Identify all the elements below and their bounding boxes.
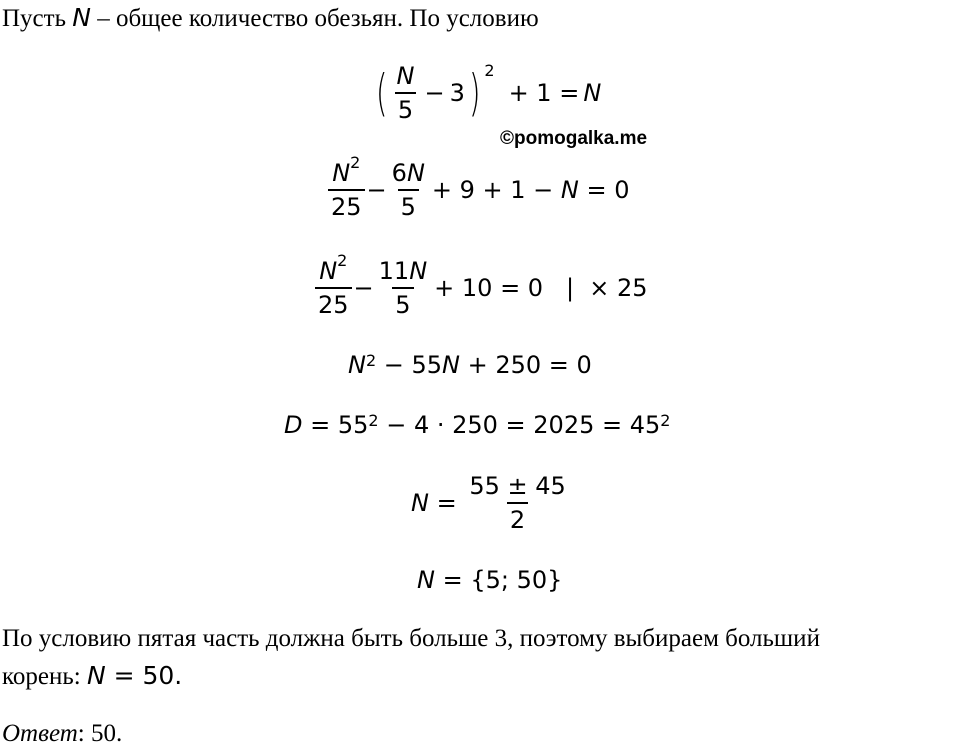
conclusion-line-2 [2, 658, 182, 694]
fraction-6n-over-5 [389, 157, 428, 223]
fraction-11n-over-5 [376, 255, 431, 321]
conclusion-var: N [86, 661, 106, 690]
intro-after: – общее количество обезьян. По условию [90, 5, 539, 32]
frac-numerator: N [396, 62, 415, 90]
eq4-rest: + 250 = 0 [460, 351, 592, 379]
minus-sign: − [353, 274, 374, 302]
f1-num: N [319, 257, 338, 285]
eq6-eq: = [428, 489, 465, 517]
frac-denominator: 5 [395, 92, 416, 126]
const-three: 3 [449, 79, 465, 107]
minus-sign: − [366, 176, 387, 204]
equation-6 [411, 470, 571, 536]
eq1-var: N [583, 79, 602, 107]
f1-den: 25 [328, 189, 365, 223]
fraction-n2-over-25 [315, 251, 352, 321]
equation-2 [326, 153, 630, 223]
left-paren: ( [375, 64, 388, 122]
eq7-var: N [417, 566, 435, 594]
f2-coef: 6 [391, 159, 407, 187]
equation-3 [313, 251, 648, 321]
f1-num: N [332, 159, 351, 187]
eq2-var: N [560, 176, 579, 204]
eq6-var: N [411, 489, 429, 517]
f2-var: N [409, 257, 428, 285]
f1-sup: 2 [350, 153, 361, 172]
fraction-n2-over-25 [328, 153, 365, 223]
minus-sign: − [424, 79, 445, 107]
intro-text [2, 0, 539, 36]
f2-coef: 11 [378, 257, 410, 285]
equation-4: N $^2$ − 55 N + 250 = 0 [348, 351, 592, 379]
eq5-a: = 55 [302, 411, 369, 439]
eq4-var2: N [442, 351, 460, 379]
equation-7 [417, 563, 562, 597]
f1-den: 25 [315, 287, 352, 321]
answer-line [2, 716, 122, 751]
right-paren: ) [468, 64, 481, 122]
eq1-rest: + 1 = [508, 79, 580, 107]
f2-var: N [406, 159, 425, 187]
equation-1: ( $\frac{N}{5}$ − 3 ) $^2$ + 1 = N [375, 61, 602, 124]
fraction-roots [466, 470, 568, 536]
eq2-rest1: + 9 + 1 − [431, 176, 561, 204]
intro-var: N [72, 3, 91, 32]
f2-den: 5 [398, 189, 419, 223]
eq5-b: − 4 · 250 = 2025 = 45 [378, 411, 661, 439]
eq4-mid: − 55 [376, 351, 443, 379]
eq2-rest2: = 0 [578, 176, 630, 204]
conclusion-line-1: По условию пятая часть должна быть больше 3, поэтому выбираем больший [2, 625, 820, 652]
f2-den: 5 [392, 287, 413, 321]
eq7-rest: = {5; 50} [434, 566, 563, 594]
eq6-num: 55 ± 45 [469, 472, 566, 500]
eq6-den: 2 [507, 502, 528, 536]
equation-5: D = 55 $^2$ − 4 · 250 = 2025 = 45 $^2$ [284, 411, 671, 439]
eq3-rest: + 10 = 0 | × 25 [434, 274, 648, 302]
intro-before: Пусть [2, 5, 73, 32]
answer-value: : 50. [77, 720, 123, 747]
conclusion-after: = 50. [105, 661, 183, 690]
answer-label: Ответ [2, 720, 78, 747]
eq4-var: N [348, 351, 366, 379]
fraction-n-over-5 [394, 60, 418, 126]
conclusion-before: корень: [2, 663, 87, 690]
watermark: ©pomogalka.me [500, 128, 648, 149]
eq5-var: D [284, 411, 303, 439]
f1-sup: 2 [337, 251, 348, 270]
